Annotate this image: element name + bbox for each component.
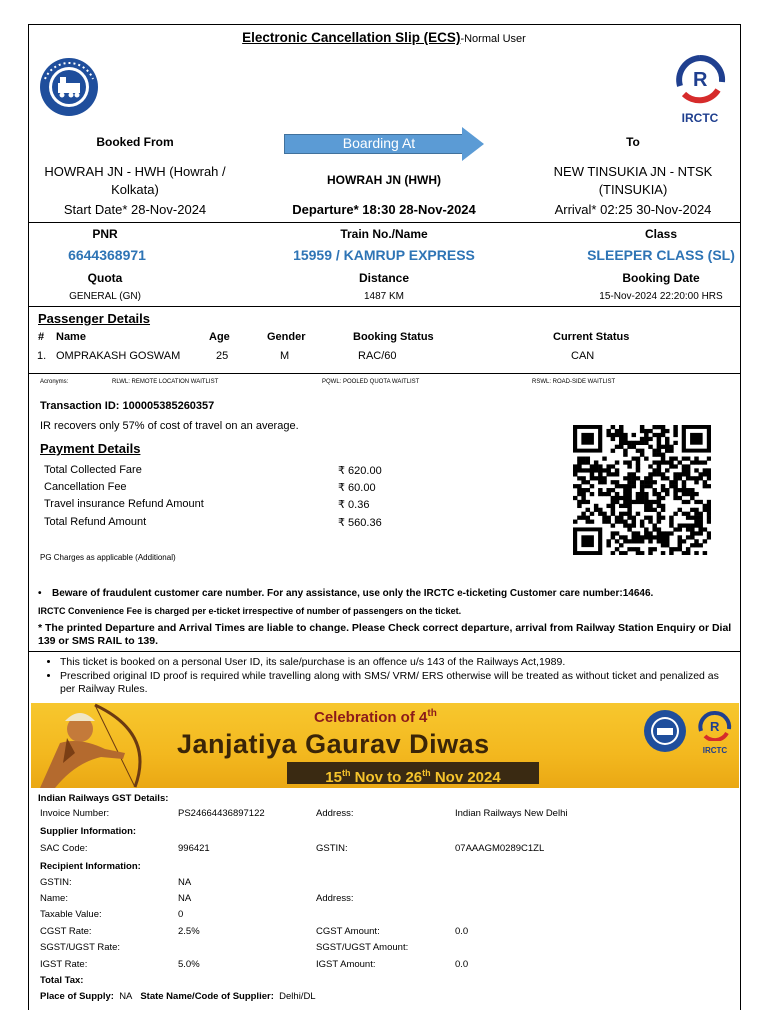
banner-title: Janjatiya Gaurav Diwas (177, 729, 490, 759)
passenger-booking-status: RAC/60 (358, 350, 397, 362)
svg-text:R: R (710, 719, 720, 734)
col-header-age: Age (209, 331, 230, 343)
to-label: To (626, 135, 640, 149)
distance-label: Distance (358, 271, 410, 285)
gstin-value: 07AAAGM0289C1ZL (455, 843, 545, 854)
frame-left-border (28, 24, 29, 1010)
igst-rate-value: 5.0% (178, 959, 200, 970)
acronym-rswl: RSWL: ROAD-SIDE WAITLIST (532, 379, 616, 385)
acronym-rlwl: RLWL: REMOTE LOCATION WAITLIST (112, 379, 219, 385)
total-tax-label: Total Tax: (40, 975, 84, 986)
payment-label-insurance-refund: Travel insurance Refund Amount (44, 498, 204, 510)
divider (28, 306, 741, 307)
irctc-logo (668, 52, 732, 125)
divider (28, 222, 741, 223)
pg-charges-note: PG Charges as applicable (Additional) (40, 553, 176, 562)
acronyms-label: Acronyms: (40, 379, 69, 385)
timing-note: * The printed Departure and Arrival Times are liable to change. Please Check correct departure, arrival from Railway Station Enquiry or Dial 139 or SMS RAIL to 139. (38, 622, 732, 647)
terms-list (38, 656, 733, 697)
banner-indian-railways-logo (643, 709, 687, 753)
train-label: Train No./Name (340, 227, 428, 241)
col-header-current-status: Current Status (553, 331, 630, 343)
cgst-amount-label: CGST Amount: (316, 926, 380, 937)
booking-date-value: 15-Nov-2024 22:20:00 HRS (599, 291, 723, 302)
ir-recovers-note: IR recovers only 57% of cost of travel on an average. (40, 420, 299, 432)
payment-label-cancellation-fee: Cancellation Fee (44, 481, 127, 493)
personal-id-note: • This ticket is booked on a personal User ID, its sale/purchase is an offence u/s 143 of the Railways Act,1989. (60, 656, 733, 670)
igst-amount-label: IGST Amount: (316, 959, 376, 970)
divider (28, 651, 741, 652)
banner-celebration: Celebration of 4th (314, 708, 437, 726)
banner-irctc-emblem-icon (693, 709, 737, 741)
cgst-rate-label: CGST Rate: (40, 926, 92, 937)
svg-text:R: R (693, 69, 708, 91)
arrival-time: Arrival* 02:25 30-Nov-2024 (554, 202, 712, 217)
place-of-supply: Place of Supply: NA State Name/Code of Supplier: Delhi/DL (40, 991, 316, 1002)
class-value: SLEEPER CLASS (SL) (587, 247, 735, 263)
indian-railways-logo (39, 57, 99, 117)
banner-irctc-logo (693, 709, 737, 757)
passenger-name: OMPRAKASH GOSWAM (56, 350, 181, 362)
from-station: HOWRAH JN - HWH (Howrah / Kolkata) (44, 164, 226, 197)
fraud-warning: • Beware of fraudulent customer care number. For any assistance, use only the IRCTC e-ticketing Customer care number:14646. (38, 588, 654, 599)
booking-date-label: Booking Date (622, 271, 700, 285)
irctc-emblem-icon (668, 52, 732, 104)
cgst-amount-value: 0.0 (455, 926, 469, 937)
sac-label: SAC Code: (40, 843, 88, 854)
address-label: Address: (316, 808, 354, 819)
transaction-id: Transaction ID: 100005385260357 (40, 400, 215, 412)
col-header-booking-status: Booking Status (353, 331, 434, 343)
payment-label-total-fare: Total Collected Fare (44, 464, 142, 476)
recipient-name-label: Name: (40, 893, 68, 904)
frame-top-border (28, 24, 741, 25)
payment-value-cancellation-fee: ₹ 60.00 (338, 482, 376, 494)
banner-dates: 15th Nov to 26th Nov 2024 (287, 762, 539, 784)
departure-time: Departure* 18:30 28-Nov-2024 (292, 202, 476, 217)
invoice-label: Invoice Number: (40, 808, 110, 819)
col-header-gender: Gender (267, 331, 306, 343)
class-label: Class (644, 227, 678, 241)
booked-from-label: Booked From (96, 135, 174, 149)
boarding-at-arrow (284, 127, 486, 161)
to-station: NEW TINSUKIA JN - NTSK (TINSUKIA) (553, 164, 713, 197)
recipient-gstin-label: GSTIN: (40, 877, 72, 888)
igst-rate-label: IGST Rate: (40, 959, 88, 970)
divider (28, 373, 741, 374)
archer-illustration (35, 703, 175, 788)
supplier-info-heading: Supplier Information: (40, 826, 137, 837)
address-value: Indian Railways New Delhi (455, 808, 568, 819)
pnr-value: 6644368971 (68, 247, 146, 263)
sgst-amount-label: SGST/UGST Amount: (316, 942, 409, 953)
passenger-current-status: CAN (571, 350, 595, 362)
qr-code (573, 425, 711, 555)
recipient-address-label: Address: (316, 893, 354, 904)
quota-label: Quota (87, 271, 123, 285)
col-header-no: # (38, 331, 45, 343)
col-header-name: Name (56, 331, 86, 343)
passenger-gender: M (280, 350, 290, 362)
payment-value-total-fare: ₹ 620.00 (338, 465, 382, 477)
train-value: 15959 / KAMRUP EXPRESS (293, 247, 475, 263)
gstin-label: GSTIN: (316, 843, 348, 854)
banner-irctc-text: IRCTC (702, 746, 728, 755)
passenger-no: 1. (37, 350, 47, 362)
invoice-value: PS24664436897122 (178, 808, 265, 819)
boarding-at-label: Boarding At (342, 135, 416, 151)
boarding-station: HOWRAH JN (HWH) (327, 173, 441, 187)
janjatiya-gaurav-diwas-banner (31, 703, 739, 788)
recipient-name-value: NA (178, 893, 192, 904)
passenger-age: 25 (216, 350, 229, 362)
payment-label-total-refund: Total Refund Amount (44, 516, 147, 528)
acronym-pqwl: PQWL: POOLED QUOTA WAITLIST (322, 379, 420, 385)
pnr-label: PNR (92, 227, 118, 241)
irctc-logo-text: IRCTC (681, 111, 719, 125)
start-date: Start Date* 28-Nov-2024 (63, 202, 207, 217)
frame-right-border (740, 24, 741, 1010)
cgst-rate-value: 2.5% (178, 926, 200, 937)
payment-value-total-refund: ₹ 560.36 (338, 517, 382, 529)
recipient-gstin-value: NA (178, 877, 192, 888)
page-title: Electronic Cancellation Slip (ECS)-Normal User (242, 30, 526, 45)
quota-value: GENERAL (GN) (69, 291, 141, 302)
igst-amount-value: 0.0 (455, 959, 469, 970)
recipient-info-heading: Recipient Information: (40, 861, 141, 872)
id-proof-note: • Prescribed original ID proof is required while travelling along with SMS/ VRM/ ERS otherwise will be treated as without ticket and penalized as per Railway Rules. (60, 670, 733, 697)
payment-value-insurance-refund: ₹ 0.36 (338, 499, 370, 511)
gst-heading: Indian Railways GST Details: (38, 793, 169, 804)
convenience-fee-note: IRCTC Convenience Fee is charged per e-ticket irrespective of number of passengers on the ticket. (38, 606, 462, 616)
sgst-rate-label: SGST/UGST Rate: (40, 942, 121, 953)
distance-value: 1487 KM (363, 291, 405, 302)
taxable-value: 0 (178, 909, 184, 920)
taxable-value-label: Taxable Value: (40, 909, 102, 920)
sac-value: 996421 (178, 843, 210, 854)
payment-details-heading: Payment Details (40, 441, 141, 456)
passenger-details-heading: Passenger Details (38, 311, 151, 326)
